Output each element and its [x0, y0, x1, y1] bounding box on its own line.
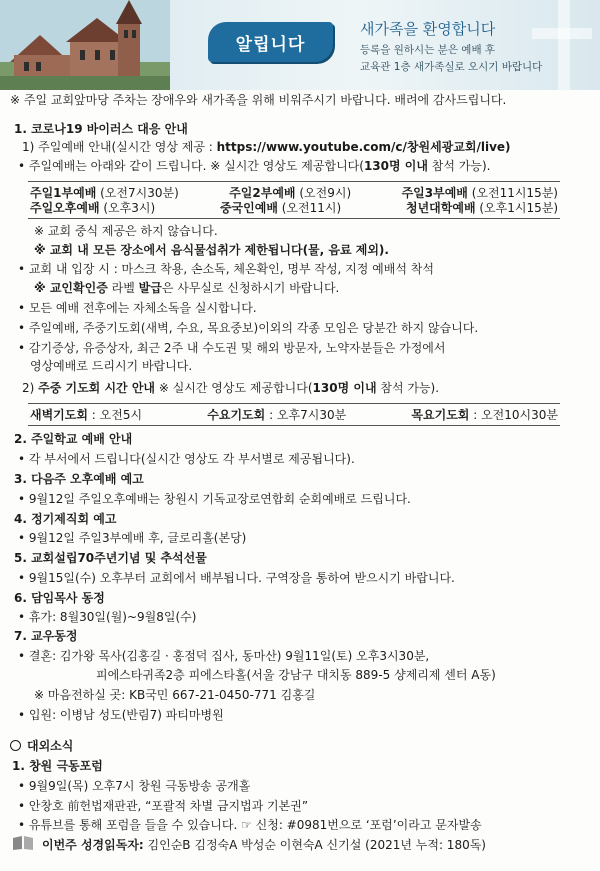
text-strong: 주중 기도회 시간 안내: [38, 381, 156, 395]
schedule-item: [402, 185, 558, 201]
schedule-time: (오전11시15분): [467, 186, 558, 200]
section-6-title: [14, 590, 105, 606]
account-note: ※ 마음전하실 곳: KB국민 667-21-0450-771 김홍길: [34, 688, 316, 702]
header-banner: [0, 0, 600, 90]
schedule-name: 청년대학예배: [405, 201, 476, 215]
divider: [28, 218, 560, 219]
schedule-row-2: [30, 200, 558, 216]
schedule-name: 주일오후예배: [30, 201, 100, 215]
section-2-title: [14, 431, 132, 447]
schedule-time: (오후1시15분): [475, 201, 558, 215]
prayer-item: [207, 407, 346, 423]
schedule-name: 중국인예배: [219, 201, 278, 215]
entry-note: • 교회 내 입장 시 : 마스크 착용, 손소독, 체온확인, 명부 작성, 지정 예배석 착석: [18, 262, 434, 276]
prayer-name: 수요기도회: [207, 408, 266, 422]
section-title-text: 1. 코로나19 바이러스 대응 안내: [14, 122, 188, 136]
prayer-time: : 오후7시30분: [265, 408, 347, 422]
prayer-item: [411, 407, 558, 423]
parking-notice: ※ 주일 교회앞마당 주차는 장애우와 새가족을 위해 비워주시기 바랍니다. 배려에 감사드립니다.: [10, 93, 507, 107]
divider: [28, 403, 560, 404]
prayer-row: [30, 407, 558, 423]
section-title-text: 5. 교회설립70주년기념 및 추석선물: [14, 551, 207, 565]
lunch-note: ※ 교회 중식 제공은 하지 않습니다.: [34, 224, 218, 238]
divider: [28, 181, 560, 182]
forum-date: • 9월9일(목) 오후7시 창원 극동방송 공개홀: [18, 779, 251, 793]
divider: [28, 425, 560, 426]
food-note: [34, 242, 389, 258]
section-4-title: [14, 511, 116, 527]
section-title-text: 1. 창원 극동포럼: [12, 759, 103, 773]
section-7-title: [14, 628, 77, 644]
section-1-sub2: [22, 380, 439, 396]
section-5-body: • 9월15일(수) 오후부터 교회에서 배부됩니다. 구역장을 통하여 받으시기 바랍니다.: [18, 571, 455, 585]
section-2-body: • 각 부서에서 드립니다(실시간 영상도 각 부서별로 제공됩니다).: [18, 452, 355, 466]
church-illustration: [0, 0, 170, 90]
schedule-item: [406, 200, 558, 216]
section-1-title: [14, 121, 188, 137]
section-6-body: • 휴가: 8월30일(월)~9월8일(수): [18, 610, 197, 624]
text-strong: 발급: [138, 281, 162, 295]
reading-names: 김인순B 김정숙A 박성순 이현숙A 신기설 (2021년 누적: 180독): [143, 838, 486, 852]
prayer-time: : 오전5시: [87, 408, 143, 422]
section-3-title: [14, 471, 144, 487]
text: 2): [22, 381, 39, 395]
section-5-title: [14, 550, 207, 566]
schedule-item: [220, 200, 341, 216]
schedule-time: (오전9시): [295, 186, 352, 200]
schedule-item: [30, 185, 179, 201]
schedule-item: [30, 200, 155, 216]
prayer-item: [30, 407, 142, 423]
text-strong: ※ 교인확인증: [34, 281, 108, 295]
forum-youtube: • 유튜브를 통해 포럼을 들을 수 있습니다. ☞ 신청: #0981번으로 ‘포럼’이라고 문자발송: [18, 818, 482, 832]
welcome-line: 등록을 원하시는 분은 예배 후: [360, 44, 496, 56]
text: ※ 실시간 영상도 제공합니다(: [155, 381, 313, 395]
text: 참석 가능).: [376, 381, 440, 395]
section-title-text: 3. 다음주 오후예배 예고: [14, 472, 144, 486]
schedule-name: 주일3부예배: [401, 186, 468, 200]
section-4-body: • 9월12일 주일3부예배 후, 글로리홀(본당): [18, 531, 247, 545]
wedding-venue: 피에스타귀족2층 피에스타홀(서울 강남구 대치동 889-5 샹제리제 센터 A동): [96, 668, 496, 682]
text-strong: 130명 이내: [363, 159, 428, 173]
forum-speaker: • 안창호 前헌법재판관, “포괄적 차별 금지법과 기본권”: [18, 799, 309, 813]
text: 은 사무실로 신청하시기 바랍니다.: [161, 281, 340, 295]
section-title-text: 2. 주일학교 예배 안내: [14, 432, 133, 446]
hospital-note: • 입원: 이병남 성도(반림7) 파티마병원: [18, 708, 224, 722]
reading-label: 이번주 성경읽독자:: [42, 838, 144, 852]
text-strong: ※ 교회 내 모든 장소에서 음식물섭취가 제한됩니다(물, 음료 제외).: [34, 243, 389, 257]
welcome-line: 교육관 1층 새가족실로 오시기 바랍니다: [360, 61, 543, 73]
book-icon: [12, 836, 34, 850]
welcome-text: [360, 42, 542, 76]
prayer-time: : 오전10시30분: [469, 408, 558, 422]
notice-badge: 알립니다: [208, 22, 333, 62]
schedule-time: (오전11시): [277, 201, 342, 215]
section-title-text: 대외소식: [27, 739, 74, 753]
schedule-name: 주일2부예배: [229, 186, 296, 200]
circle-bullet-icon: [10, 740, 21, 751]
prayer-name: 목요기도회: [411, 408, 470, 422]
symptom-note-cont: 영상예배로 드리시기 바랍니다.: [30, 359, 193, 373]
schedule-time: (오후3시): [99, 201, 156, 215]
section-title-text: 7. 교우동정: [14, 629, 78, 643]
forum-title: [12, 758, 103, 774]
text-strong: 130명 이내: [312, 381, 377, 395]
section-title-text: 4. 정기제직회 예고: [14, 512, 117, 526]
section-3-body: • 9월12일 주일오후예배는 창원시 기독교장로연합회 순회예배로 드립니다.: [18, 492, 411, 506]
text: • 주일예배는 아래와 같이 드립니다. ※ 실시간 영상도 제공합니다(: [18, 159, 364, 173]
schedule-name: 주일1부예배: [30, 186, 97, 200]
disinfect-note: • 모든 예배 전후에는 자체소독을 실시합니다.: [18, 301, 257, 315]
meeting-note: • 주일예배, 주중기도회(새벽, 수요, 목요중보)이외의 각종 모임은 당분간 하지 않습니다.: [18, 321, 479, 335]
prayer-name: 새벽기도회: [30, 408, 88, 422]
youtube-link[interactable]: https://www.youtube.com/c/창원세광교회/live): [216, 140, 511, 154]
symptom-note: • 감기증상, 유증상자, 최근 2주 내 수도권 및 해외 방문자, 노약자분들은 가정에서: [18, 341, 446, 355]
text: 라벨: [107, 281, 139, 295]
text: 참석 가능).: [427, 159, 491, 173]
schedule-time: (오전7시30분): [96, 186, 179, 200]
bible-reading: [42, 837, 486, 853]
schedule-item: [229, 185, 351, 201]
section-1-sub1: [22, 139, 511, 155]
external-news-title: [10, 738, 73, 754]
section-title-text: 6. 담임목사 동정: [14, 591, 105, 605]
worship-note: [18, 158, 490, 174]
sub-prefix: 1) 주일예배 안내(실시간 영상 제공 :: [22, 140, 217, 154]
welcome-title: 새가족을 환영합니다: [360, 20, 496, 38]
member-card-note: [34, 280, 339, 296]
schedule-row-1: [30, 185, 558, 201]
wedding-note: • 결혼: 김가왕 목사(김홍길 · 홍점덕 집사, 동마산) 9월11일(토) 오후3시30분,: [18, 649, 430, 663]
